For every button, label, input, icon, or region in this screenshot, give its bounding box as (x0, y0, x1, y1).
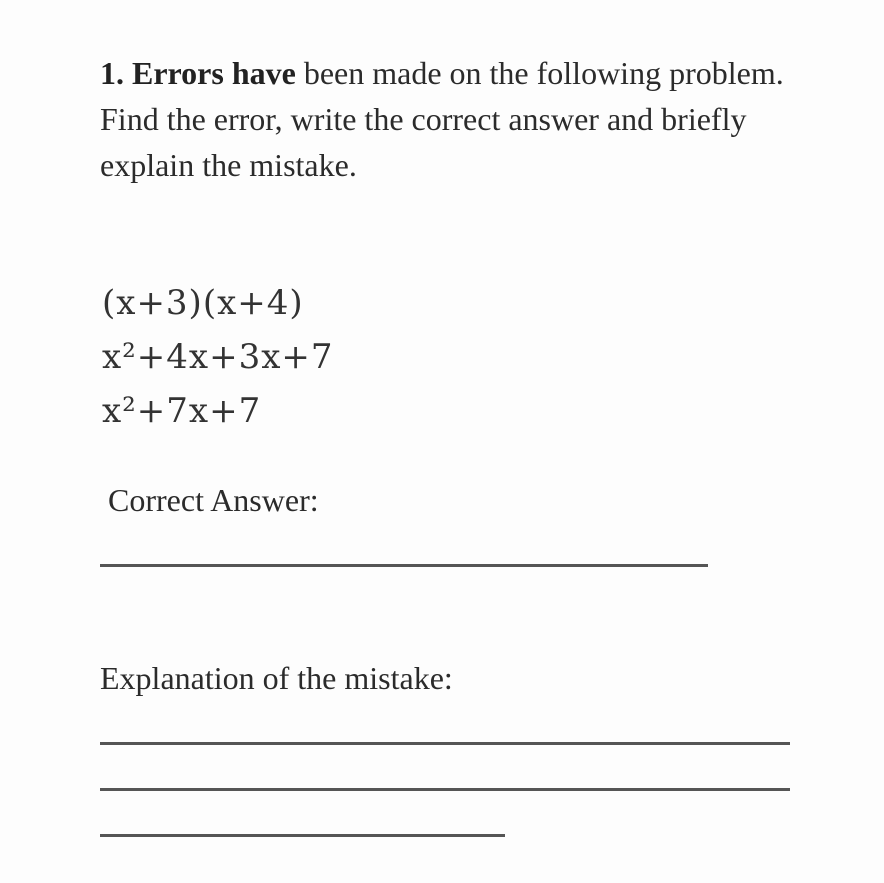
work-step-3: x²+7x+7 (102, 391, 262, 431)
problem-emphasis: Errors have (132, 55, 296, 91)
problem-statement (100, 50, 800, 188)
problem-number: 1. (100, 55, 124, 91)
work-step-1: (x+3)(x+4) (102, 283, 304, 323)
work-step-2: x²+4x+3x+7 (102, 337, 334, 377)
correct-answer-blank (100, 564, 708, 567)
explanation-blank-3 (100, 834, 505, 837)
explanation-label: Explanation of the mistake: (100, 660, 453, 696)
problem-body: been made on the following problem. Find the error, write the correct answer and briefly explain the mistake. (100, 55, 784, 183)
explanation-blank-1 (100, 742, 790, 745)
correct-answer-label: Correct Answer: (108, 482, 319, 518)
explanation-blank-2 (100, 788, 790, 791)
work-steps (102, 276, 334, 438)
